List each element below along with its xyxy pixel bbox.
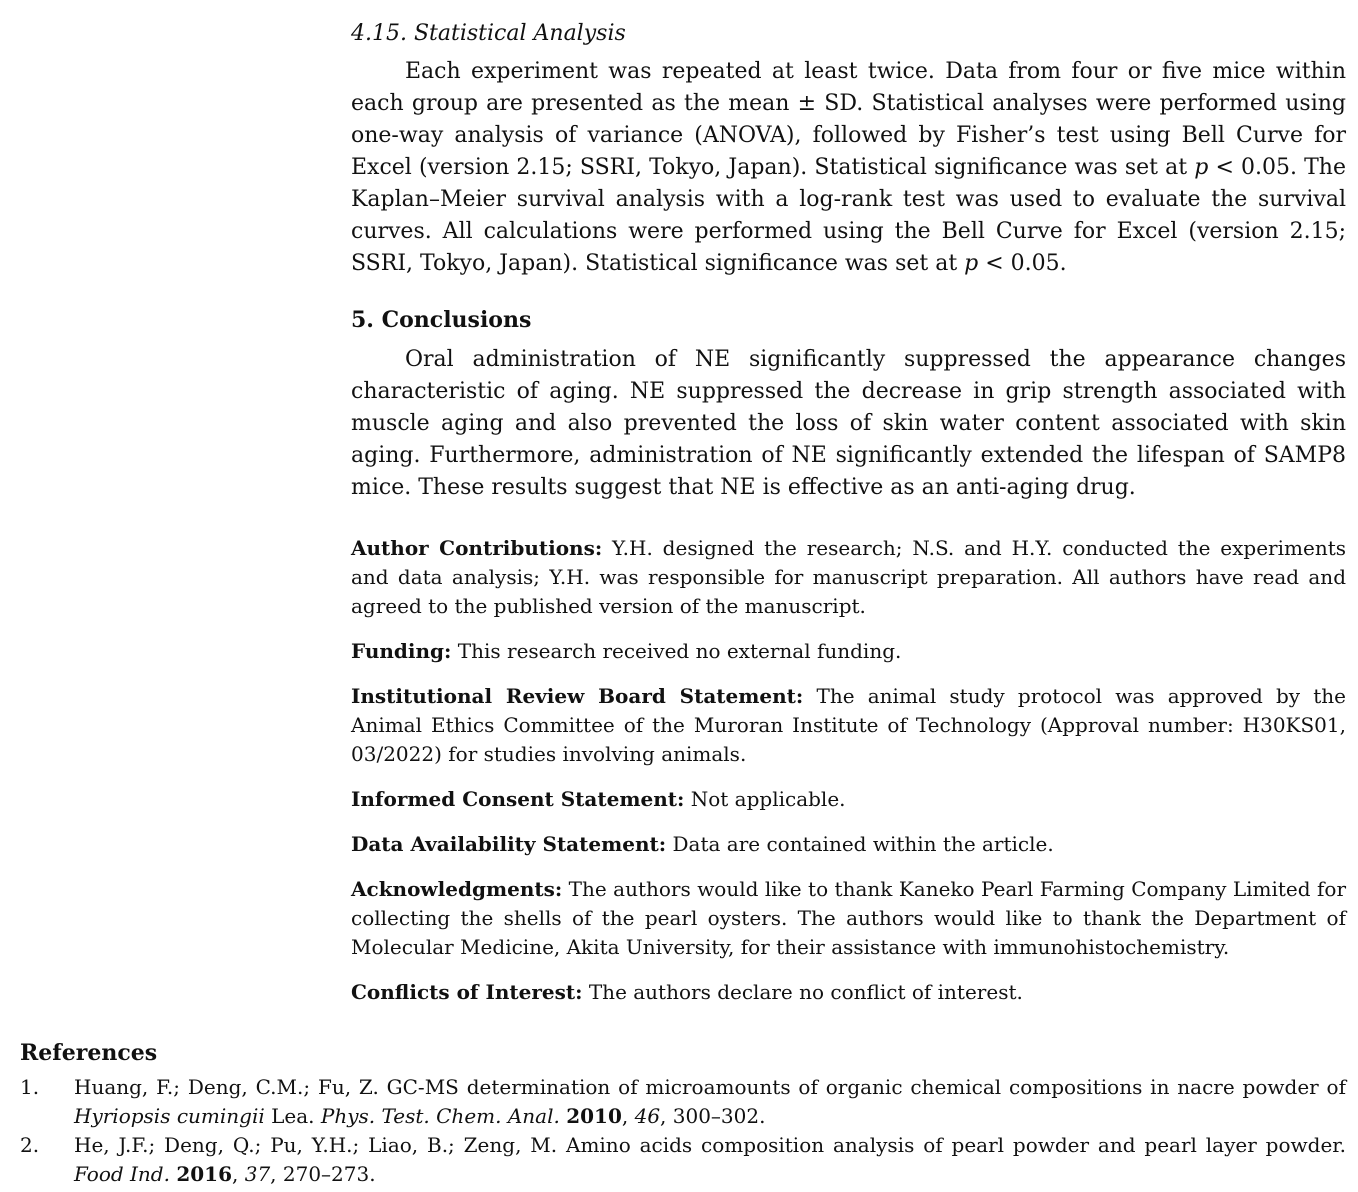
stats-text-part-2: < 0.05. The Kaplan–Meier survival analysis with a log-rank test was used to evaluate the survival curves. All calculations were performed using the Bell Curve for Excel (version 2.15; SSRI, Tokyo, Japan). Statistical significance was set at — [351, 155, 1346, 276]
reference-pages: , 270–273. — [270, 1162, 376, 1186]
acknowledgments — [351, 875, 1346, 962]
conclusions-paragraph: Oral administration of NE significantly suppressed the appearance changes characteristic of aging. NE suppressed the decrease in grip strength associated with muscle aging and also prevented the loss of skin water content associated with skin aging. Furthermore, administration of NE significantly extended the lifespan of SAMP8 mice. These results suggest that NE is effective as an anti-aging drug. — [351, 347, 1346, 500]
reference-species: Hyriopsis cumingii — [74, 1104, 265, 1128]
stats-text-part-3: < 0.05. — [978, 251, 1067, 276]
author-contributions-text: Y.H. designed the research; N.S. and H.Y. conducted the experiments and data analysis; Y.H. was responsible for manuscript preparation. All authors have read and agreed to the published version of the manuscript. — [351, 536, 1346, 618]
reference-item — [20, 1073, 1346, 1131]
reference-number: 1. — [20, 1075, 40, 1099]
reference-after-species: Lea. — [264, 1104, 321, 1128]
data-availability-text: Data are contained within the article. — [666, 832, 1054, 856]
reference-volume: 46 — [634, 1104, 661, 1128]
conflicts-text: The authors declare no conflict of interest. — [582, 980, 1023, 1004]
references-heading: References — [20, 1040, 158, 1066]
irb-statement — [351, 682, 1346, 769]
reference-journal: Food Ind. — [74, 1162, 170, 1186]
conflicts-of-interest — [351, 978, 1346, 1007]
reference-pages: , 300–302. — [660, 1104, 766, 1128]
informed-consent-label: Informed Consent Statement: — [351, 787, 685, 811]
references-section — [20, 1037, 1346, 1189]
author-contributions-label: Author Contributions: — [351, 536, 603, 560]
conflicts-label: Conflicts of Interest: — [351, 980, 583, 1004]
acknowledgments-label: Acknowledgments: — [351, 877, 563, 901]
acknowledgments-text: The authors would like to thank Kaneko Pearl Farming Company Limited for collecting the shells of the pearl oysters. The authors would like to thank the Department of Molecular Medicine, Akita University, for their assistance with immunohistochemistry. — [351, 877, 1346, 959]
reference-volume: 37 — [244, 1162, 271, 1186]
reference-year: 2016 — [176, 1162, 232, 1186]
irb-text: The animal study protocol was approved by the Animal Ethics Committee of the Muroran Institute of Technology (Approval number: H30KS01, 03/2022) for studies involving animals. — [351, 684, 1346, 766]
stats-text-part-1: Each experiment was repeated at least twice. Data from four or five mice within each group are presented as the mean ± SD. Statistical analyses were performed using one-way analysis of variance (ANOVA), followed by Fisher’s test using Bell Curve for Excel (version 2.15; SSRI, Tokyo, Japan). Statistical significance was set at — [351, 59, 1346, 180]
author-contributions — [351, 534, 1346, 621]
informed-consent-statement — [351, 785, 1346, 814]
reference-number: 2. — [20, 1133, 40, 1157]
funding-statement — [351, 637, 1346, 666]
informed-consent-text: Not applicable. — [684, 787, 846, 811]
reference-separator: , — [621, 1104, 635, 1128]
irb-label: Institutional Review Board Statement: — [351, 684, 804, 708]
back-matter — [351, 534, 1346, 1007]
funding-label: Funding: — [351, 639, 452, 663]
reference-separator: , — [232, 1162, 245, 1186]
reference-item — [20, 1131, 1346, 1189]
p-value-symbol-2: p — [964, 251, 979, 276]
reference-year: 2010 — [566, 1104, 622, 1128]
section-heading-conclusions: 5. Conclusions — [351, 307, 532, 333]
statistical-analysis-paragraph — [351, 56, 1346, 280]
funding-text: This research received no external funding. — [451, 639, 902, 663]
data-availability-label: Data Availability Statement: — [351, 832, 667, 856]
reference-journal: Phys. Test. Chem. Anal. — [320, 1104, 560, 1128]
main-column — [351, 18, 1346, 1023]
p-value-symbol: p — [1194, 155, 1209, 180]
data-availability-statement — [351, 830, 1346, 859]
reference-authors-title: Huang, F.; Deng, C.M.; Fu, Z. GC-MS determination of microamounts of organic chemical compositions in nacre powder of — [74, 1075, 1346, 1099]
subsection-heading-statistical-analysis: 4.15. Statistical Analysis — [351, 21, 626, 46]
reference-authors-title: He, J.F.; Deng, Q.; Pu, Y.H.; Liao, B.; Zeng, M. Amino acids composition analysis of pearl powder and pearl layer powder. — [74, 1133, 1346, 1157]
